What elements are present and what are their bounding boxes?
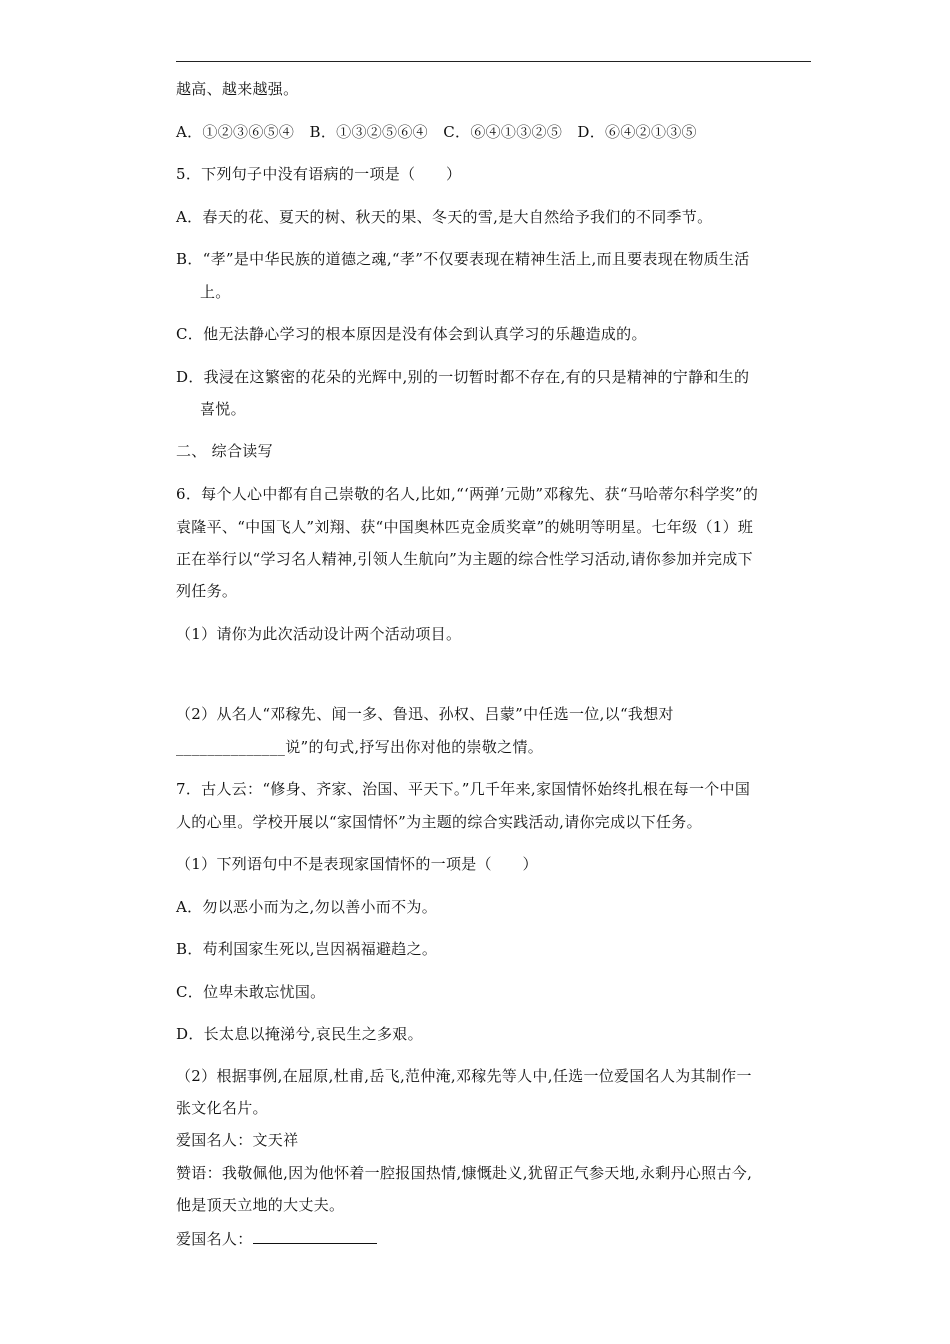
example-name: 爱国名人：文天祥: [176, 1131, 299, 1149]
sub-question-7-2: （2）根据事例,在屈原,杜甫,岳飞,范仲淹,邓稼先等人中,任选一位爱国名人为其制作一: [176, 1067, 752, 1085]
question-6-line: 列任务。: [176, 582, 238, 600]
answer-name-blank[interactable]: [253, 1227, 377, 1244]
option-d: D．长太息以掩涕兮,哀民生之多艰。: [176, 1025, 423, 1043]
sub-question-6-2-cont: ______________说”的句式,抒写出你对他的崇敬之情。: [176, 738, 544, 756]
option-c: C．他无法静心学习的根本原因是没有体会到认真学习的乐趣造成的。: [176, 325, 647, 343]
option-b: B．苟利国家生死以,岂因祸福避趋之。: [176, 940, 438, 958]
option-a: A．春天的花、夏天的树、秋天的果、冬天的雪,是大自然给予我们的不同季节。: [176, 208, 713, 226]
question-6: 6．每个人心中都有自己崇敬的名人,比如,“‘两弹’元勋”邓稼先、获“马哈蒂尔科学奖”的: [176, 485, 759, 503]
option-d-cont: 喜悦。: [200, 400, 246, 418]
answer-name-line: [176, 1227, 377, 1250]
option-d: D．我浸在这繁密的花朵的光辉中,别的一切暂时都不存在,有的只是精神的宁静和生的: [176, 368, 750, 386]
header-rule: [176, 61, 811, 62]
example-praise: 赞语：我敬佩他,因为他怀着一腔报国热情,慷慨赴义,犹留正气参天地,永剩丹心照古今,: [176, 1164, 753, 1182]
option-b: B．“孝”是中华民族的道德之魂,“孝”不仅要表现在精神生活上,而且要表现在物质生活: [176, 250, 750, 268]
question-6-line: 袁隆平、“中国飞人”刘翔、获“中国奥林匹克金质奖章”的姚明等明星。七年级（1）班: [176, 518, 754, 536]
example-praise-cont: 他是顶天立地的大丈夫。: [176, 1196, 345, 1214]
option-line: A．①②③⑥⑤④ B．①③②⑤⑥④ C．⑥④①③②⑤ D．⑥④②①③⑤: [176, 123, 697, 141]
question-5: 5．下列句子中没有语病的一项是（ ）: [176, 165, 462, 183]
answer-name-label: 爱国名人：: [176, 1230, 253, 1248]
question-6-line: 正在举行以“学习名人精神,引领人生航向”为主题的综合性学习活动,请你参加并完成下: [176, 550, 753, 568]
question-7: 7．古人云：“修身、齐家、治国、平天下。”几千年来,家国情怀始终扎根在每一个中国: [176, 780, 751, 798]
option-b-cont: 上。: [200, 283, 231, 301]
option-c: C．位卑未敢忘忧国。: [176, 983, 326, 1001]
sub-question-7-2-cont: 张文化名片。: [176, 1099, 268, 1117]
section-heading: 二、 综合读写: [176, 442, 273, 460]
sub-question-6-2: （2）从名人“邓稼先、闻一多、鲁迅、孙权、吕蒙”中任选一位,以“我想对: [176, 705, 674, 723]
sub-question-6-1: （1）请你为此次活动设计两个活动项目。: [176, 625, 462, 643]
text-line: 越高、越来越强。: [176, 80, 299, 98]
question-7-line: 人的心里。学校开展以“家国情怀”为主题的综合实践活动,请你完成以下任务。: [176, 813, 702, 831]
sub-question-7-1: （1）下列语句中不是表现家国情怀的一项是（ ）: [176, 855, 538, 873]
option-a: A．勿以恶小而为之,勿以善小而不为。: [176, 898, 438, 916]
